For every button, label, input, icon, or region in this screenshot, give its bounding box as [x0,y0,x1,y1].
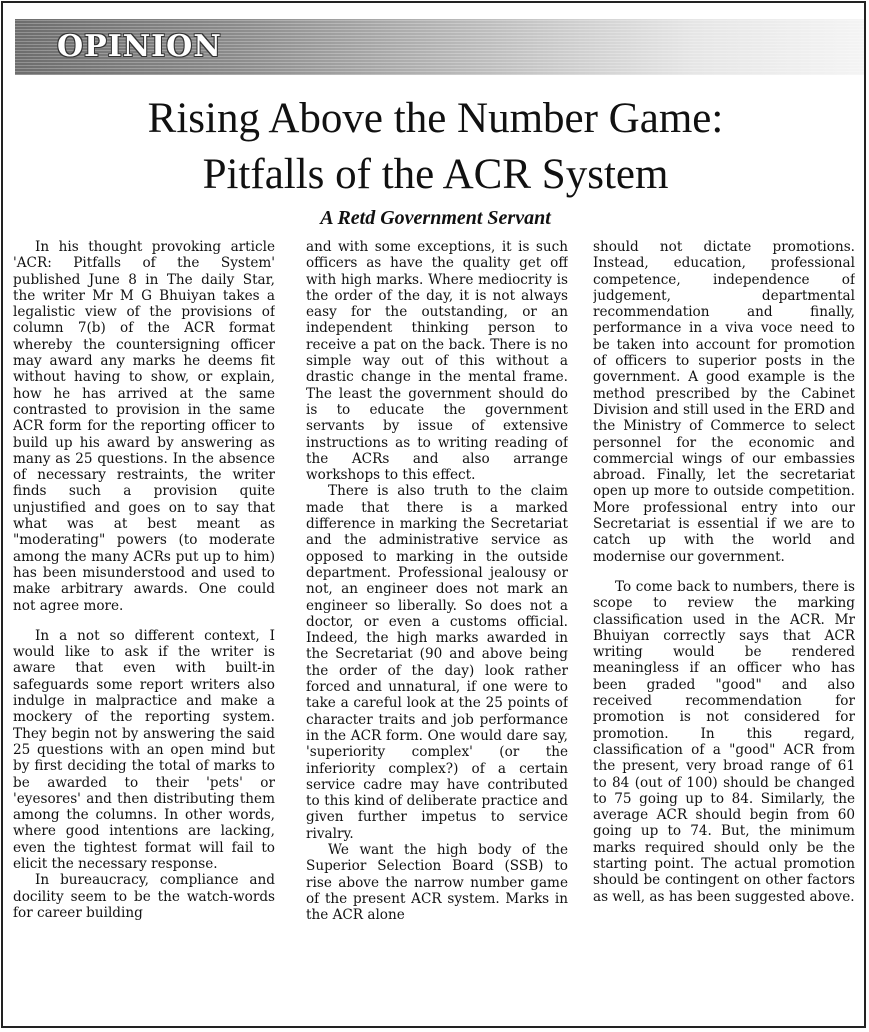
paragraph: In bureaucracy, compliance and docility seem to be the watch-words for career building [13,872,275,921]
paragraph: We want the high body of the Superior Selection Board (SSB) to rise above the narrow number game of the present ACR system. Marks in the ACR alone [306,841,568,924]
article-column-3 [593,239,855,1025]
newspaper-clipping [1,1,866,1028]
paragraph: should not dictate promotions. Instead, education, professional competence, independence of judgement, departmental recommendation and finally, performance in a viva voce need to be taken into account for promotion of officers to superior posts in the government. A good example is the method prescribed by the Cabinet Division and still used in the ERD and the Ministry of Commerce to select personnel for the economic and commercial wings of our embassies abroad. Finally, let the secretariat open up more to outside competition. More professional entry into our Secretariat is essential if we are to catch up with the world and modernise our government. [593,239,855,565]
article-column-2 [306,239,568,1025]
article-byline: A Retd Government Servant [320,207,551,229]
paragraph: In his thought provoking article 'ACR: Pitfalls of the System' published June 8 in The daily Star, the writer Mr M G Bhuiyan takes a legalistic view of the provisions of column 7(b) of the ACR format whereby the countersigning officer may award any marks he deems fit without having to show, or explain, how he has arrived at the same contrasted to provision in the same ACR form for the reporting officer to build up his award by answering as many as 25 questions. In the absence of necessary restraints, the writer finds such a provision quite unjustified and goes on to say that what was at best meant as "moderating" powers (to moderate among the many ACRs put up to him) has been misunderstood and used to make arbitrary awards. One could not agree more. [13,239,275,614]
article-headline [3,91,866,203]
paragraph: There is also truth to the claim made that there is a marked difference in marking the Secretariat and the administrative service as opposed to marking in the outside department. Professional jealousy or not, an engineer does not mark an engineer so liberally. So does not a doctor, or even a customs official. Indeed, the high marks awarded in the Secretariat (90 and above being the order of the day) look rather forced and unnatural, if one were to take a careful look at the 25 points of character traits and job performance in the ACR form. One would dare say, 'superiority complex' (or the inferiority complex?) of a certain service cadre may have contributed to this kind of deliberate practice and given further impetus to service rivalry. [306,483,568,842]
section-label: OPINION [57,29,222,64]
paragraph: To come back to numbers, there is scope to review the marking classification used in the ACR. Mr Bhuiyan correctly says that ACR writing would be rendered meaningless if an officer who has been graded "good" and also received recommendation for promotion is not considered for promotion. In this regard, classification of a "good" ACR from the present, very broad range of 61 to 84 (out of 100) should be changed to 75 going up to 84. Similarly, the average ACR should begin from 60 going up to 74. But, the minimum marks required should only be the starting point. The actual promotion should be contingent on other factors as well, as has been suggested above. [593,578,855,905]
article-column-1 [13,239,275,1025]
section-banner [15,19,866,75]
paragraph: and with some exceptions, it is such officers as have the quality get off with high marks. Where mediocrity is the order of the day, it is not always easy for the outstanding, or an independent thinking person to receive a pat on the back. There is no simple way out of this without a drastic change in the mental frame. The least the government should do is to educate the government servants by issue of extensive instructions as to writing reading of the ACRs and also arrange workshops to this effect. [306,239,568,484]
paragraph: In a not so different context, I would like to ask if the writer is aware that even with built-in safeguards some report writers also indulge in malpractice and make a mockery of the reporting system. They begin not by answering the said 25 questions with an open mind but by first deciding the total of marks to be awarded to their 'pets' or 'eyesores' and then distributing them among the columns. In other words, where good intentions are lacking, even the tightest format will fail to elicit the necessary response. [13,627,275,872]
headline-line-2: Pitfalls of the ACR System [202,151,669,198]
headline-line-1: Rising Above the Number Game: [147,95,724,142]
